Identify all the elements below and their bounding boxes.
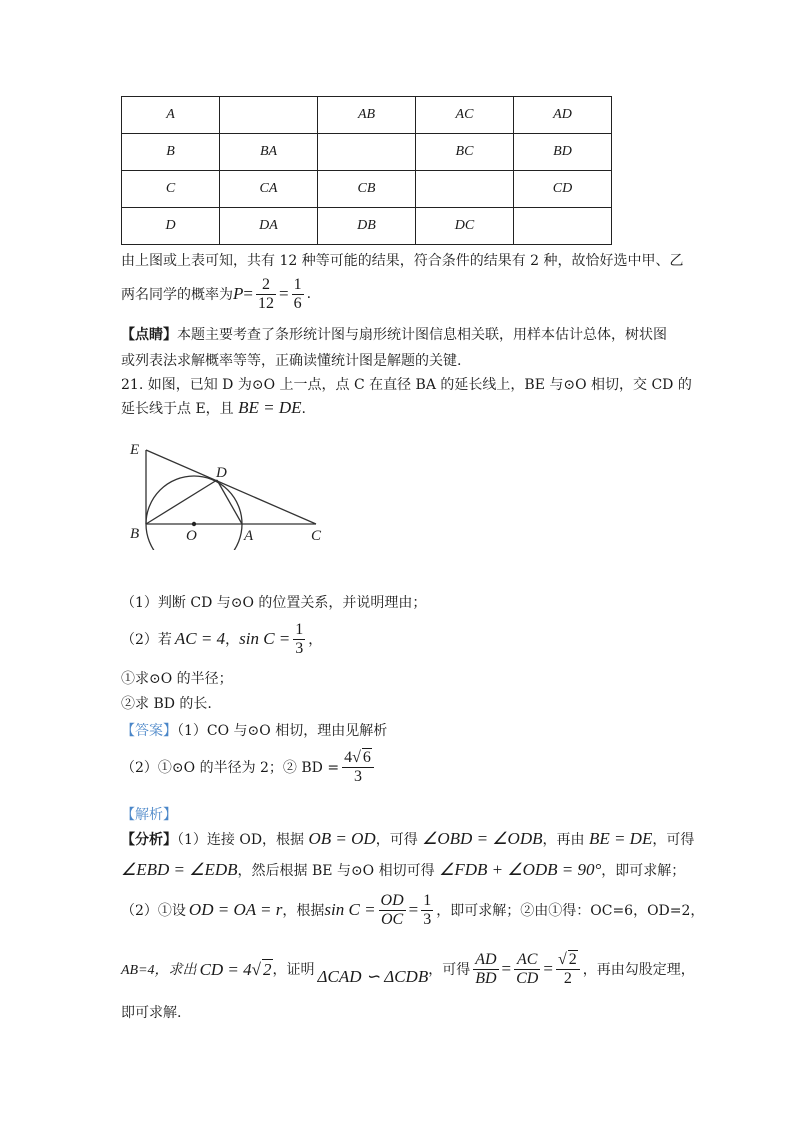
table-cell	[318, 134, 416, 171]
table-row	[122, 134, 612, 171]
problem-condition: BE = DE	[238, 398, 302, 417]
question-2-condition-1: AC = 4	[174, 629, 226, 648]
answer-1: （1）CO 与⊙O 相切，理由见解析	[177, 723, 388, 739]
equals-sign: =	[243, 284, 253, 303]
question-2-prefix: （2）若	[121, 632, 172, 648]
problem-line-2-text: 延长线于点 E，且	[121, 401, 234, 417]
equals-sign-2: =	[278, 284, 289, 303]
comment-text-1: 本题主要考查了条形统计图与扇形统计图信息相关联，用样本估计总体，树状图	[177, 327, 667, 343]
probability-symbol: P	[233, 284, 244, 303]
outcome-table	[121, 96, 612, 245]
table-cell: DB	[318, 208, 416, 245]
table-cell: AB	[318, 97, 416, 134]
answer-2-text: （2）①⊙O 的半径为 2；② BD =	[121, 760, 340, 776]
table-cell: DA	[220, 208, 318, 245]
problem-line-2	[121, 398, 306, 418]
analysis-text-2a: ，然后根据 BE 与⊙O 相切可得	[237, 863, 435, 879]
table-row	[122, 97, 612, 134]
sentence-end: .	[306, 286, 312, 302]
table-cell: AD	[514, 97, 612, 134]
segment-EC	[146, 450, 316, 524]
analysis-text-4d: ，再由勾股定理，	[582, 962, 695, 978]
fenxi-label: 【分析】	[121, 832, 177, 848]
analysis-line-3: （2）①设 OD = OA = r ，根据 sin C = $\frac{OD}{OC}$ = $\frac{1}{3}$ ，即可求解；②由①得：OC=6，OD=2，	[121, 891, 705, 928]
analysis-text-1c: ，再由	[542, 832, 585, 848]
analysis-line-2	[121, 860, 685, 880]
analysis-text-3b: ，根据	[282, 903, 325, 919]
analysis-fraction-ad-bd: $\frac{AD}{BD}$	[475, 950, 497, 987]
question-2-fraction: $\frac{1}{3}$	[295, 620, 304, 657]
conclusion-line-2-text: 两名同学的概率为	[121, 287, 233, 303]
conclusion-line-1: 由上图或上表可知，共有 12 种等可能的结果，符合条件的结果有 2 种，故恰好选中甲、乙	[121, 253, 684, 269]
table-cell: BA	[220, 134, 318, 171]
question-2-sin: sin C =	[239, 629, 291, 648]
table-cell: CA	[220, 171, 318, 208]
analysis-math-4: ∠EBD = ∠EDB	[121, 860, 238, 879]
analysis-text-4a: AB=4，求出	[121, 963, 197, 978]
table-cell: DC	[416, 208, 514, 245]
question-1: （1）判断 CD 与⊙O 的位置关系，并说明理由；	[121, 595, 427, 611]
table-cell	[514, 208, 612, 245]
analysis-line-1	[121, 829, 694, 849]
analysis-line-5: 即可求解.	[121, 1005, 182, 1021]
analysis-text-4c: ，可得	[428, 962, 471, 978]
analysis-text-3a: （2）①设	[121, 903, 186, 919]
label-D: D	[216, 465, 227, 481]
analysis-text-4b: ，证明	[272, 962, 315, 978]
analysis-fraction-ac-cd: $\frac{AC}{CD}$	[516, 950, 539, 987]
probability-fraction-2: $\frac{1}{6}$	[293, 275, 302, 312]
question-2-end: ，	[308, 632, 323, 648]
comment-line-2: 或列表法求解概率等等，正确读懂统计图是解题的关键.	[121, 353, 462, 369]
analysis-math-cd: CD = 4√ 2	[199, 959, 272, 979]
question-2-sep: ，	[225, 632, 240, 648]
table-cell: CD	[514, 171, 612, 208]
analysis-math-2: ∠OBD = ∠ODB	[422, 829, 543, 848]
comment-line-1	[121, 324, 667, 344]
analysis-sin: sin C =	[324, 900, 376, 919]
question-2b: ②求 BD 的长.	[121, 696, 212, 712]
table-cell: BD	[514, 134, 612, 171]
analysis-math-5: ∠FDB + ∠ODB = 90°	[439, 860, 602, 879]
table-cell: BC	[416, 134, 514, 171]
table-cell: A	[122, 97, 220, 134]
analysis-fraction-od-oc: $\frac{OD}{OC}$	[380, 891, 404, 928]
analysis-text-1d: ，可得	[652, 832, 695, 848]
analysis-line-4: AB=4，求出 CD = 4√ 2 ，证明 ΔCAD ∽ ΔCDB ，可得 $\frac{AD}{BD}$ = $\frac{AC}{CD}$ = $\frac{√ 2}{2}$ ，再由勾股定理，	[121, 950, 695, 987]
conclusion-line-2	[121, 274, 311, 314]
analysis-text-3c: ，即可求解；②由①得：OC=6，OD=2，	[436, 903, 705, 919]
table-cell: AC	[416, 97, 514, 134]
analysis-math-6: OD = OA = r	[188, 900, 283, 919]
label-O: O	[186, 528, 197, 544]
probability-fraction-1: $\frac{2}{12}$	[257, 275, 274, 312]
answer-2-fraction: $\frac{4√ 6}{3}$	[342, 748, 374, 786]
table-row	[122, 208, 612, 245]
analysis-label: 【解析】	[121, 807, 177, 823]
segment-BD	[146, 480, 217, 524]
table-cell	[416, 171, 514, 208]
label-C: C	[311, 528, 322, 544]
answer-label: 【答案】	[121, 723, 177, 739]
analysis-text-1b: ，可得	[375, 832, 418, 848]
geometry-figure	[120, 432, 340, 550]
analysis-math-similar: ΔCAD ∽ ΔCDB	[317, 967, 429, 986]
table-row	[122, 171, 612, 208]
answer-line-1	[121, 720, 387, 740]
table-cell: CB	[318, 171, 416, 208]
analysis-text-2b: ，即可求解；	[601, 863, 686, 879]
analysis-math-3: BE = DE	[588, 829, 653, 848]
table-cell: D	[122, 208, 220, 245]
comment-label: 【点睛】	[121, 327, 177, 343]
label-E: E	[130, 442, 140, 458]
table-cell: C	[122, 171, 220, 208]
analysis-math-1: OB = OD	[308, 829, 376, 848]
analysis-fraction-sqrt2-2: $\frac{√ 2}{2}$	[556, 950, 580, 988]
label-B: B	[130, 526, 140, 542]
problem-line-1: 21. 如图，已知 D 为⊙O 上一点，点 C 在直径 BA 的延长线上，BE 与⊙O 相切，交 CD 的	[121, 377, 692, 393]
analysis-text-1a: （1）连接 OD，根据	[177, 832, 305, 848]
question-2a: ①求⊙O 的半径；	[121, 671, 233, 687]
label-A: A	[244, 528, 254, 544]
answer-line-2	[121, 744, 377, 790]
problem-line-2-end: .	[301, 401, 306, 417]
question-2	[121, 618, 322, 660]
analysis-fraction-1-3: $\frac{1}{3}$	[423, 891, 432, 928]
center-point-O	[192, 522, 196, 526]
table-cell	[220, 97, 318, 134]
table-cell: B	[122, 134, 220, 171]
